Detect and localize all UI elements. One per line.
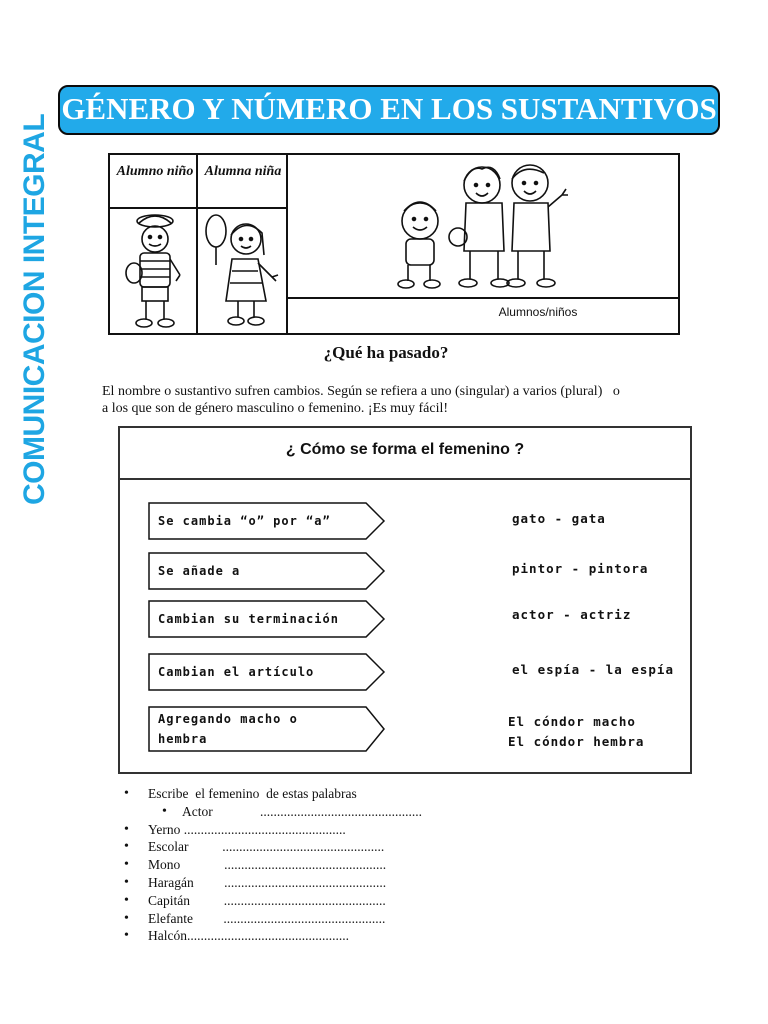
rule-example: gato - gata	[512, 511, 606, 526]
exercise-item: • Capitán ................................................	[122, 892, 682, 910]
rule-arrow	[148, 706, 386, 752]
side-label: COMUNICACION INTEGRAL	[18, 113, 51, 505]
boy-illustration	[120, 211, 190, 331]
rules-heading: ¿ Cómo se forma el femenino ?	[285, 441, 525, 458]
rule-arrow	[148, 653, 386, 691]
rule-arrow	[148, 552, 386, 590]
col1-header: Alumno niño	[116, 164, 194, 179]
intro-paragraph	[102, 383, 702, 417]
exercise-item: • Escolar ................................................	[122, 838, 682, 856]
rule-example: El cóndor macho El cóndor hembra	[508, 714, 645, 749]
girl-illustration	[202, 211, 284, 331]
exercise-item: • Yerno ................................................	[122, 821, 682, 839]
rule-example: actor - actriz	[512, 607, 632, 622]
page-title: GÉNERO Y NÚMERO EN LOS SUSTANTIVOS	[61, 91, 717, 126]
rule-arrow	[148, 600, 386, 638]
rule-label: Cambian el artículo	[158, 665, 315, 679]
intro-line-1: El nombre o sustantivo sufren cambios. Según se refiera a uno (singular) a varios (plural) o	[102, 384, 620, 399]
exercise-instruction: • Escribe el femenino de estas palabras	[122, 785, 682, 803]
rule-label: Cambian su terminación	[158, 612, 339, 626]
rule-example: pintor - pintora	[512, 561, 649, 576]
rule-label: Se añade a	[158, 564, 241, 578]
exercise-item: • Actor ................................................	[122, 803, 682, 821]
question-heading: ¿Qué ha pasado?	[323, 343, 449, 362]
picture-caption: Alumnos/niños	[498, 305, 578, 319]
exercise-list	[122, 785, 682, 945]
exercise-item: • Elefante ................................................	[122, 910, 682, 928]
picture-table	[108, 153, 680, 335]
col2-header: Alumna niña	[204, 164, 282, 179]
feminine-rules-box	[118, 426, 692, 774]
exercise-item: • Halcón................................................	[122, 927, 682, 945]
rule-example: el espía - la espía	[512, 662, 674, 677]
rule-label: Se cambia “o” por “a”	[158, 514, 331, 528]
title-banner	[58, 85, 720, 135]
intro-line-2: a los que son de género masculino o femenino. ¡Es muy fácil!	[102, 401, 449, 416]
children-group-illustration	[386, 159, 586, 293]
exercise-item: • Haragán ................................................	[122, 874, 682, 892]
rule-label: Agregando macho o hembra	[158, 712, 298, 746]
rule-arrow	[148, 502, 386, 540]
exercise-item: • Mono ................................................	[122, 856, 682, 874]
